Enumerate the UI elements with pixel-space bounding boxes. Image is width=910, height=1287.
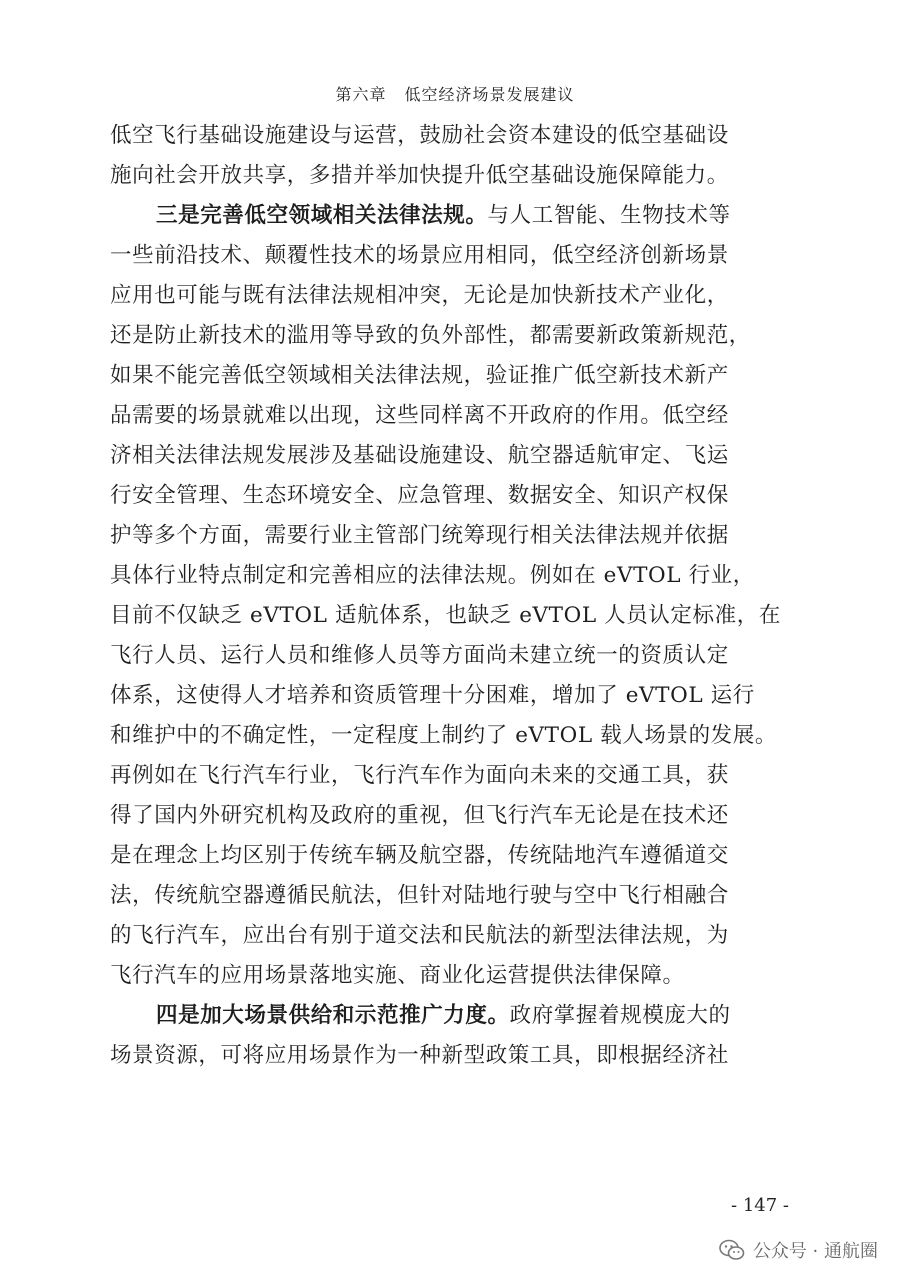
text-segment: 施向社会开放共享，多措并举加快提升低空基础设施保障能力。 xyxy=(110,163,729,188)
body-text xyxy=(110,116,800,1076)
chapter-label: 第六章 xyxy=(335,85,387,104)
page-header xyxy=(0,82,910,105)
text-line xyxy=(110,436,800,476)
text-line xyxy=(110,556,800,596)
text-segment: 一些前沿技术、颠覆性技术的场景应用相同，低空经济创新场景 xyxy=(110,243,729,268)
text-segment: 品需要的场景就难以出现，这些同样离不开政府的作用。低空经 xyxy=(110,403,729,428)
text-segment: 应用也可能与既有法律法规相冲突，无论是加快新技术产业化， xyxy=(110,283,729,308)
text-line xyxy=(110,276,800,316)
text-line xyxy=(110,356,800,396)
text-segment: 低空飞行基础设施建设与运营，鼓励社会资本建设的低空基础设 xyxy=(110,123,729,148)
text-line xyxy=(110,796,800,836)
text-line xyxy=(110,996,800,1036)
wechat-icon xyxy=(719,1239,745,1261)
text-segment: 飞行人员、运行人员和维修人员等方面尚未建立统一的资质认定 xyxy=(110,643,729,668)
text-segment: 和维护中的不确定性，一定程度上制约了 eVTOL 载人场景的发展。 xyxy=(110,723,777,748)
text-line xyxy=(110,116,800,156)
text-segment: 法，传统航空器遵循民航法，但针对陆地行驶与空中飞行相融合 xyxy=(110,883,729,908)
text-segment: 与人工智能、生物技术等 xyxy=(487,203,731,228)
text-line xyxy=(110,1036,800,1076)
text-segment: 的飞行汽车，应出台有别于道交法和民航法的新型法律法规，为 xyxy=(110,923,729,948)
text-segment: 政府掌握着规模庞大的 xyxy=(509,1003,731,1028)
text-line xyxy=(110,676,800,716)
text-line xyxy=(110,716,800,756)
text-segment: 行安全管理、生态环境安全、应急管理、数据安全、知识产权保 xyxy=(110,483,729,508)
text-segment: 得了国内外研究机构及政府的重视，但飞行汽车无论是在技术还 xyxy=(110,803,729,828)
text-line xyxy=(110,516,800,556)
watermark xyxy=(719,1237,878,1263)
watermark-text: 公众号 · 通航圈 xyxy=(752,1241,878,1262)
text-segment: 目前不仅缺乏 eVTOL 适航体系，也缺乏 eVTOL 人员认定标准，在 xyxy=(110,603,781,628)
text-segment: 体系，这使得人才培养和资质管理十分困难，增加了 eVTOL 运行 xyxy=(110,683,755,708)
text-line xyxy=(110,636,800,676)
text-line xyxy=(110,316,800,356)
text-segment: 还是防止新技术的滥用等导致的负外部性，都需要新政策新规范， xyxy=(110,323,751,348)
text-line xyxy=(110,156,800,196)
text-line xyxy=(110,876,800,916)
text-line xyxy=(110,956,800,996)
text-segment: 飞行汽车的应用场景落地实施、商业化运营提供法律保障。 xyxy=(110,963,685,988)
text-line xyxy=(110,596,800,636)
text-segment: 如果不能完善低空领域相关法律法规，验证推广低空新技术新产 xyxy=(110,363,729,388)
chapter-title: 低空经济场景发展建议 xyxy=(404,85,575,104)
text-segment: 济相关法律法规发展涉及基础设施建设、航空器适航审定、飞运 xyxy=(110,443,729,468)
paragraph-heading: 三是完善低空领域相关法律法规。 xyxy=(156,203,488,228)
text-segment: 场景资源，可将应用场景作为一种新型政策工具，即根据经济社 xyxy=(110,1043,729,1068)
text-line xyxy=(110,836,800,876)
text-segment: 护等多个方面，需要行业主管部门统筹现行相关法律法规并依据 xyxy=(110,523,729,548)
text-segment: 具体行业特点制定和完善相应的法律法规。例如在 eVTOL 行业， xyxy=(110,563,755,588)
text-line xyxy=(110,396,800,436)
text-line xyxy=(110,916,800,956)
text-line xyxy=(110,476,800,516)
page-number: - 147 - xyxy=(731,1195,789,1216)
paragraph-heading: 四是加大场景供给和示范推广力度。 xyxy=(156,1003,510,1028)
text-line xyxy=(110,236,800,276)
text-segment: 再例如在飞行汽车行业，飞行汽车作为面向未来的交通工具，获 xyxy=(110,763,729,788)
text-line xyxy=(110,196,800,236)
text-line xyxy=(110,756,800,796)
text-segment: 是在理念上均区别于传统车辆及航空器，传统陆地汽车遵循道交 xyxy=(110,843,729,868)
